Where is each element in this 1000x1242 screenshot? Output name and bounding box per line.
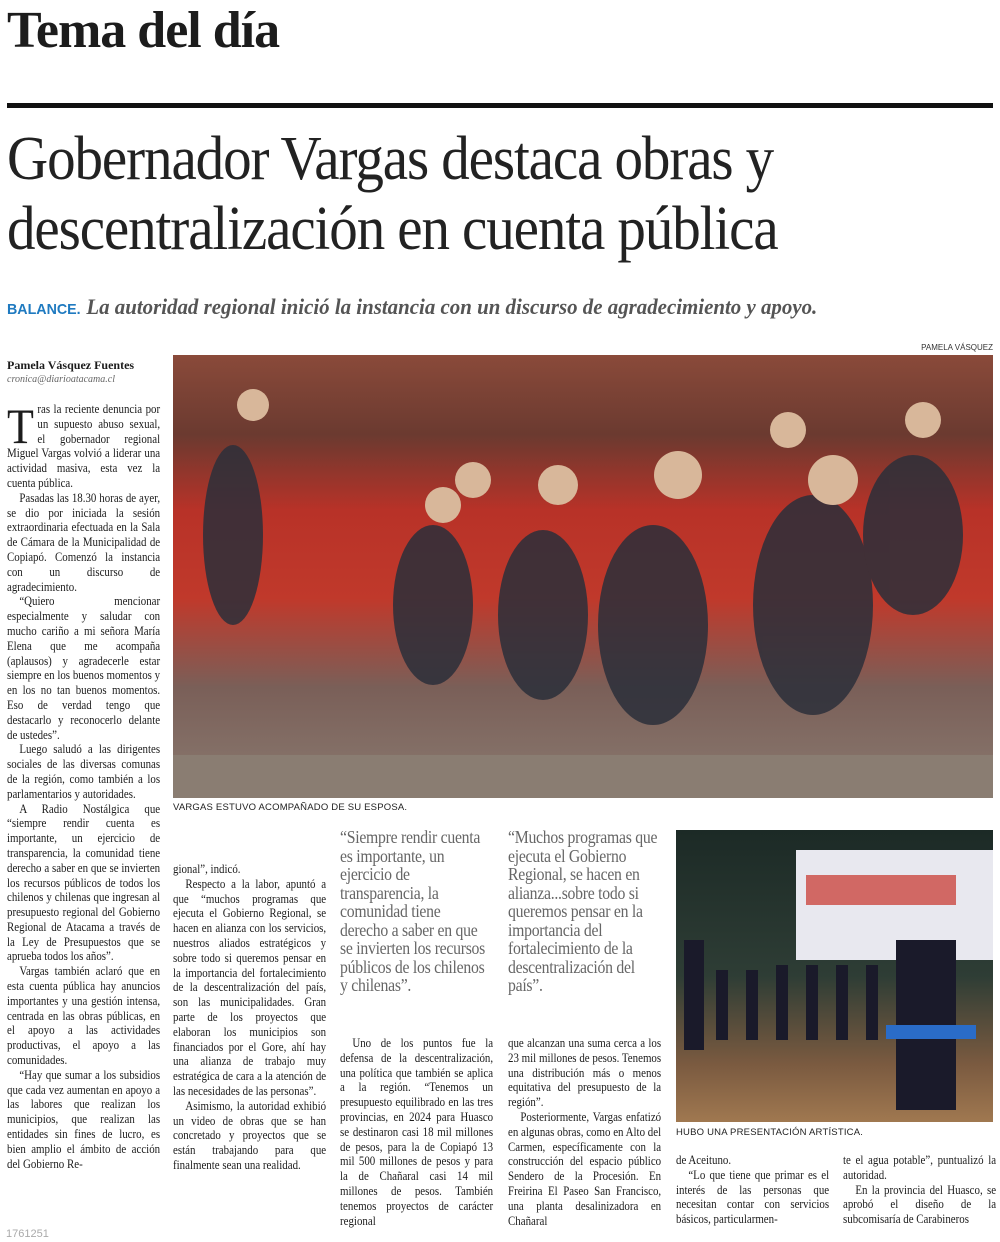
pull-quote: “Siempre rendir cuenta es importante, un ejercicio de transparencia, la comunidad tiene derecho a saber en que se invierten los recursos públicos de los chilenos y chilenas”.: [340, 827, 486, 995]
article-column-3: [340, 1036, 493, 1228]
paragraph: de Aceituno.: [676, 1153, 732, 1167]
paragraph: Uno de los puntos fue la defensa de la descentralización, una política que también se aplica a la región. “Tenemos un presupuesto equilibrado en las tres provincias, en 2024 para Huasco se destinaron casi 18 mil millones de pesos, para la de Copiapó 13 mil 500 millones de pesos y para la de Chañaral casi 14 mil millones de pesos. También tenemos proyectos de carácter regional: [340, 1036, 494, 1228]
paragraph: En la provincia del Huasco, se aprobó el diseño de la subcomisaría de Carabineros: [843, 1182, 997, 1227]
article-column-4: [508, 1036, 661, 1228]
paragraph: gional”, indicó.: [173, 862, 241, 876]
photo-audience: [173, 355, 993, 798]
photo-caption: HUBO UNA PRESENTACIÓN ARTÍSTICA.: [676, 1127, 864, 1138]
subheadline: [7, 292, 817, 325]
paragraph: Luego saludó a las dirigentes sociales de las diversas comunas de la región, como también a los parlamentarios y autoridades.: [7, 742, 161, 801]
article-column-6: [843, 1153, 996, 1227]
author-email[interactable]: cronica@diarioatacama.cl: [7, 374, 115, 385]
paragraph: Pasadas las 18.30 horas de ayer, se dio por iniciada la sesión extraordinaria efectuada en la Sala de Cámara de la Municipalidad de Copiapó. Comenzó la instancia con un discurso de agradecimiento.: [7, 490, 161, 594]
article-column-1: [7, 398, 161, 1171]
paragraph: que alcanzan una suma cerca a los 23 mil millones de pesos. Tenemos una distribución más o menos equitativa del presupuesto de la región”.: [508, 1036, 662, 1110]
drop-cap: T: [7, 398, 34, 454]
photo-caption: VARGAS ESTUVO ACOMPAÑADO DE SU ESPOSA.: [173, 802, 408, 813]
article-column-2: [173, 862, 326, 1173]
section-rule: [7, 103, 993, 108]
paragraph: te el agua potable”, puntualizó la autoridad.: [843, 1153, 997, 1182]
article-column-5: [676, 1153, 829, 1227]
paragraph: Vargas también aclaró que en esta cuenta pública hay anuncios importantes y una gestión intensa, centrada en las obras públicas, en el apoyo a las actividades productivas, el apoyo a las comunidades.: [7, 964, 161, 1068]
paragraph: “Hay que sumar a los subsidios que cada vez aumentan en apoyo a las labores que realizan los municipios, que realizan las entidades sin fines de lucro, es bien amplio el ámbito de acción del Gobierno Re-: [7, 1067, 161, 1171]
headline: Gobernador Vargas destaca obras y descentralización en cuenta pública: [7, 125, 778, 263]
paragraph: ras la reciente denuncia por un supuesto abuso sexual, el gobernador regional Miguel Vargas volvió a liderar una actividad masiva, esta vez la cuenta pública.: [7, 402, 161, 490]
section-title: Tema del día: [7, 2, 280, 59]
byline: Pamela Vásquez Fuentes: [7, 358, 135, 372]
paragraph: A Radio Nostálgica que “siempre rendir cuenta es importante, un ejercicio de transparencia, la comunidad tiene derecho a saber en que se invierten los recursos públicos de todos los chilenos y chilenas que ingresan al presupuesto regional del Gobierno Regional de Atacama a través de la Ley de Presupuestos que se aprueba todos los años”.: [7, 801, 161, 964]
deck: La autoridad regional inició la instancia con un discurso de agradecimiento y apoyo.: [86, 294, 818, 319]
paragraph: Asimismo, la autoridad exhibió un video de obras que se han concretado y proyectos que se están trabajando para que finalmente sean una realidad.: [173, 1098, 327, 1172]
kicker: BALANCE.: [7, 301, 81, 318]
photo-audience-illustration: [173, 355, 993, 798]
photo-performance: [676, 830, 993, 1122]
page-id: 1761251: [6, 1228, 49, 1240]
paragraph: “Quiero mencionar especialmente y saludar con mucho cariño a mi señora María Elena que me acompaña (aplausos) y agradecerle estar siempre en los buenos momentos y en los no tan buenos momentos. Eso de verdad tengo que destacarlo y reconocerlo delante de ustedes”.: [7, 594, 161, 742]
photo-performance-illustration: [676, 830, 993, 1122]
paragraph: Respecto a la labor, apuntó a que “muchos programas que ejecuta el Gobierno Regional, se hacen en alianza con los servicios, nuestros aliados estratégicos y sobre todo si queremos pensar en la importancia del fortalecimiento de la descentralización del país, son las municipalidades. Gran parte de los proyectos que elaboran los municipios son financiados por el Gore, ahí hay una alianza de trabajo muy estratégica de cara a la atención de las necesidades de las personas”.: [173, 876, 327, 1098]
paragraph: Posteriormente, Vargas enfatizó en algunas obras, como en Alto del Carmen, específicamente con la construcción del espacio público Sendero de la Procesión. En Freirina El Paseo San Francisco, una planta desalinizadora en Chañaral: [508, 1109, 662, 1228]
photo-credit: PAMELA VÁSQUEZ: [921, 343, 993, 352]
pull-quote: “Muchos programas que ejecuta el Gobierno Regional, se hacen en alianza...sobre todo si queremos pensar en la importancia del fortalecimiento de la descentralización del país”.: [508, 827, 658, 995]
paragraph: “Lo que tiene que primar es el interés de las personas que necesitan contar con servicios básicos, particularmen-: [676, 1167, 830, 1227]
